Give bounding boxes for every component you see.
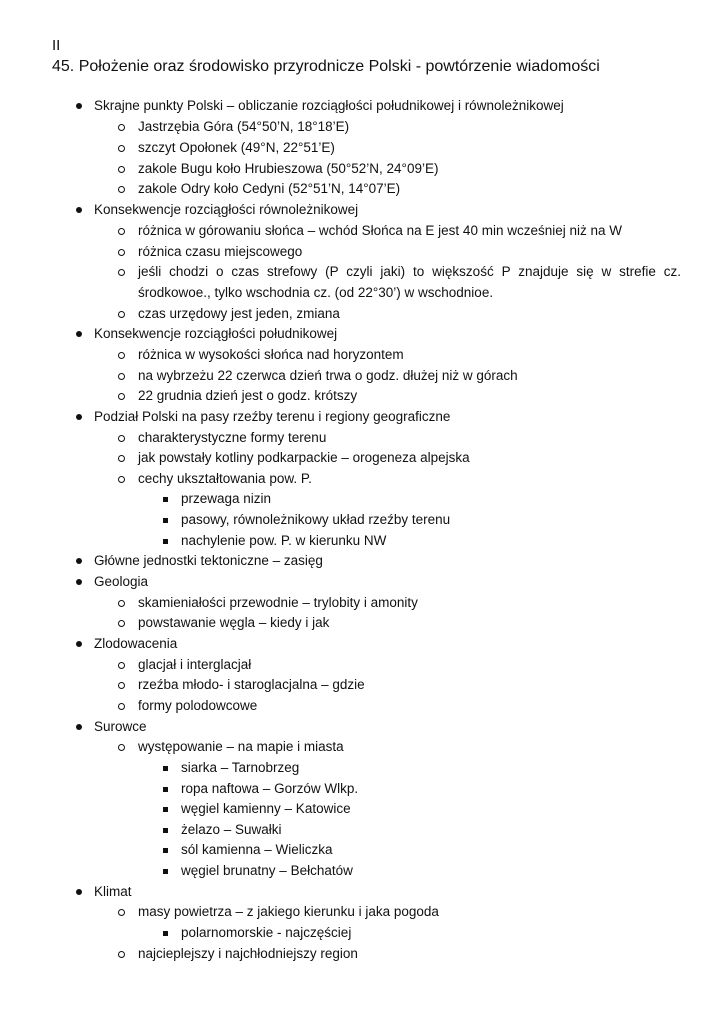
bullet-circle-icon: [116, 944, 128, 964]
list-item-continuation: środkowoe., tylko wschodnia cz. (od 22°30’) w wschodnioe.: [138, 285, 494, 300]
list-item: na wybrzeżu 22 czerwca dzień trwa o godz. dłużej niż w górach: [138, 366, 518, 386]
bullet-square-icon: [160, 779, 172, 799]
list-item: przewaga nizin: [181, 489, 271, 509]
list-item: węgiel brunatny – Bełchatów: [181, 861, 353, 881]
list-item: czas urzędowy jest jeden, zmiana: [138, 304, 340, 324]
list-item: występowanie – na mapie i miasta: [138, 737, 344, 757]
bullet-circle-icon: [116, 448, 128, 468]
list-item: żelazo – Suwałki: [181, 820, 282, 840]
bullet-circle-icon: [116, 737, 128, 757]
bullet-square-icon: [160, 489, 172, 509]
page-title: 45. Położenie oraz środowisko przyrodnicze Polski - powtórzenie wiadomości: [52, 58, 600, 75]
bullet-circle-icon: [116, 593, 128, 613]
bullet-dot-icon: [73, 572, 85, 592]
bullet-circle-icon: [116, 613, 128, 633]
list-item: glacjał i interglacjał: [138, 655, 251, 675]
bullet-circle-icon: [116, 366, 128, 386]
bullet-square-icon: [160, 840, 172, 860]
bullet-dot-icon: [73, 882, 85, 902]
list-item: Zlodowacenia: [94, 634, 177, 654]
bullet-dot-icon: [73, 407, 85, 427]
bullet-circle-icon: [116, 117, 128, 137]
list-item: Surowce: [94, 717, 147, 737]
bullet-circle-icon: [116, 304, 128, 324]
list-item: różnica czasu miejscowego: [138, 242, 302, 262]
list-item: Jastrzębia Góra (54°50’N, 18°18’E): [138, 117, 349, 137]
bullet-circle-icon: [116, 655, 128, 675]
list-item: sól kamienna – Wieliczka: [181, 840, 333, 860]
list-item: polarnomorskie - najczęściej: [181, 923, 351, 943]
section-number: II: [52, 37, 61, 54]
bullet-square-icon: [160, 923, 172, 943]
list-item: Geologia: [94, 572, 148, 592]
list-item: masy powietrza – z jakiego kierunku i jaka pogoda: [138, 902, 439, 922]
bullet-circle-icon: [116, 902, 128, 922]
bullet-square-icon: [160, 799, 172, 819]
list-item: różnica w wysokości słońca nad horyzontem: [138, 345, 404, 365]
list-item: węgiel kamienny – Katowice: [181, 799, 351, 819]
bullet-square-icon: [160, 531, 172, 551]
list-item: skamieniałości przewodnie – trylobity i amonity: [138, 593, 418, 613]
list-item: Konsekwencje rozciągłości równoleżnikowej: [94, 200, 358, 220]
list-item: Klimat: [94, 882, 132, 902]
list-item: Podział Polski na pasy rzeźby terenu i regiony geograficzne: [94, 407, 450, 427]
bullet-circle-icon: [116, 345, 128, 365]
bullet-dot-icon: [73, 96, 85, 116]
bullet-circle-icon: [116, 469, 128, 489]
list-item: Skrajne punkty Polski – obliczanie rozciągłości południkowej i równoleżnikowej: [94, 96, 564, 116]
bullet-circle-icon: [116, 262, 128, 282]
bullet-dot-icon: [73, 634, 85, 654]
list-item: pasowy, równoleżnikowy układ rzeźby terenu: [181, 510, 450, 530]
list-item: Konsekwencje rozciągłości południkowej: [94, 324, 337, 344]
list-item: formy polodowcowe: [138, 696, 257, 716]
list-item: zakole Odry koło Cedyni (52°51’N, 14°07’E): [138, 179, 400, 199]
list-item: jeśli chodzi o czas strefowy (P czyli jaki) to większość P znajduje się w strefie cz.: [138, 262, 681, 282]
bullet-circle-icon: [116, 138, 128, 158]
bullet-square-icon: [160, 861, 172, 881]
bullet-circle-icon: [116, 696, 128, 716]
list-item: rzeźba młodo- i staroglacjalna – gdzie: [138, 675, 365, 695]
list-item: nachylenie pow. P. w kierunku NW: [181, 531, 386, 551]
bullet-circle-icon: [116, 159, 128, 179]
list-item: ropa naftowa – Gorzów Wlkp.: [181, 779, 358, 799]
bullet-circle-icon: [116, 428, 128, 448]
list-item: Główne jednostki tektoniczne – zasięg: [94, 551, 323, 571]
list-item: cechy ukształtowania pow. P.: [138, 469, 312, 489]
bullet-square-icon: [160, 510, 172, 530]
bullet-dot-icon: [73, 200, 85, 220]
bullet-circle-icon: [116, 242, 128, 262]
bullet-dot-icon: [73, 324, 85, 344]
bullet-circle-icon: [116, 179, 128, 199]
list-item: charakterystyczne formy terenu: [138, 428, 326, 448]
list-item: szczyt Opołonek (49°N, 22°51’E): [138, 138, 335, 158]
list-item: zakole Bugu koło Hrubieszowa (50°52’N, 24°09’E): [138, 159, 438, 179]
bullet-circle-icon: [116, 221, 128, 241]
list-item: 22 grudnia dzień jest o godz. krótszy: [138, 386, 357, 406]
list-item: różnica w górowaniu słońca – wchód Słońca na E jest 40 min wcześniej niż na W: [138, 221, 622, 241]
list-item: siarka – Tarnobrzeg: [181, 758, 299, 778]
list-item: jak powstały kotliny podkarpackie – orogeneza alpejska: [138, 448, 470, 468]
bullet-dot-icon: [73, 717, 85, 737]
list-item: powstawanie węgla – kiedy i jak: [138, 613, 329, 633]
bullet-dot-icon: [73, 551, 85, 571]
bullet-circle-icon: [116, 386, 128, 406]
bullet-square-icon: [160, 758, 172, 778]
list-item: najcieplejszy i najchłodniejszy region: [138, 944, 358, 964]
bullet-square-icon: [160, 820, 172, 840]
bullet-circle-icon: [116, 675, 128, 695]
